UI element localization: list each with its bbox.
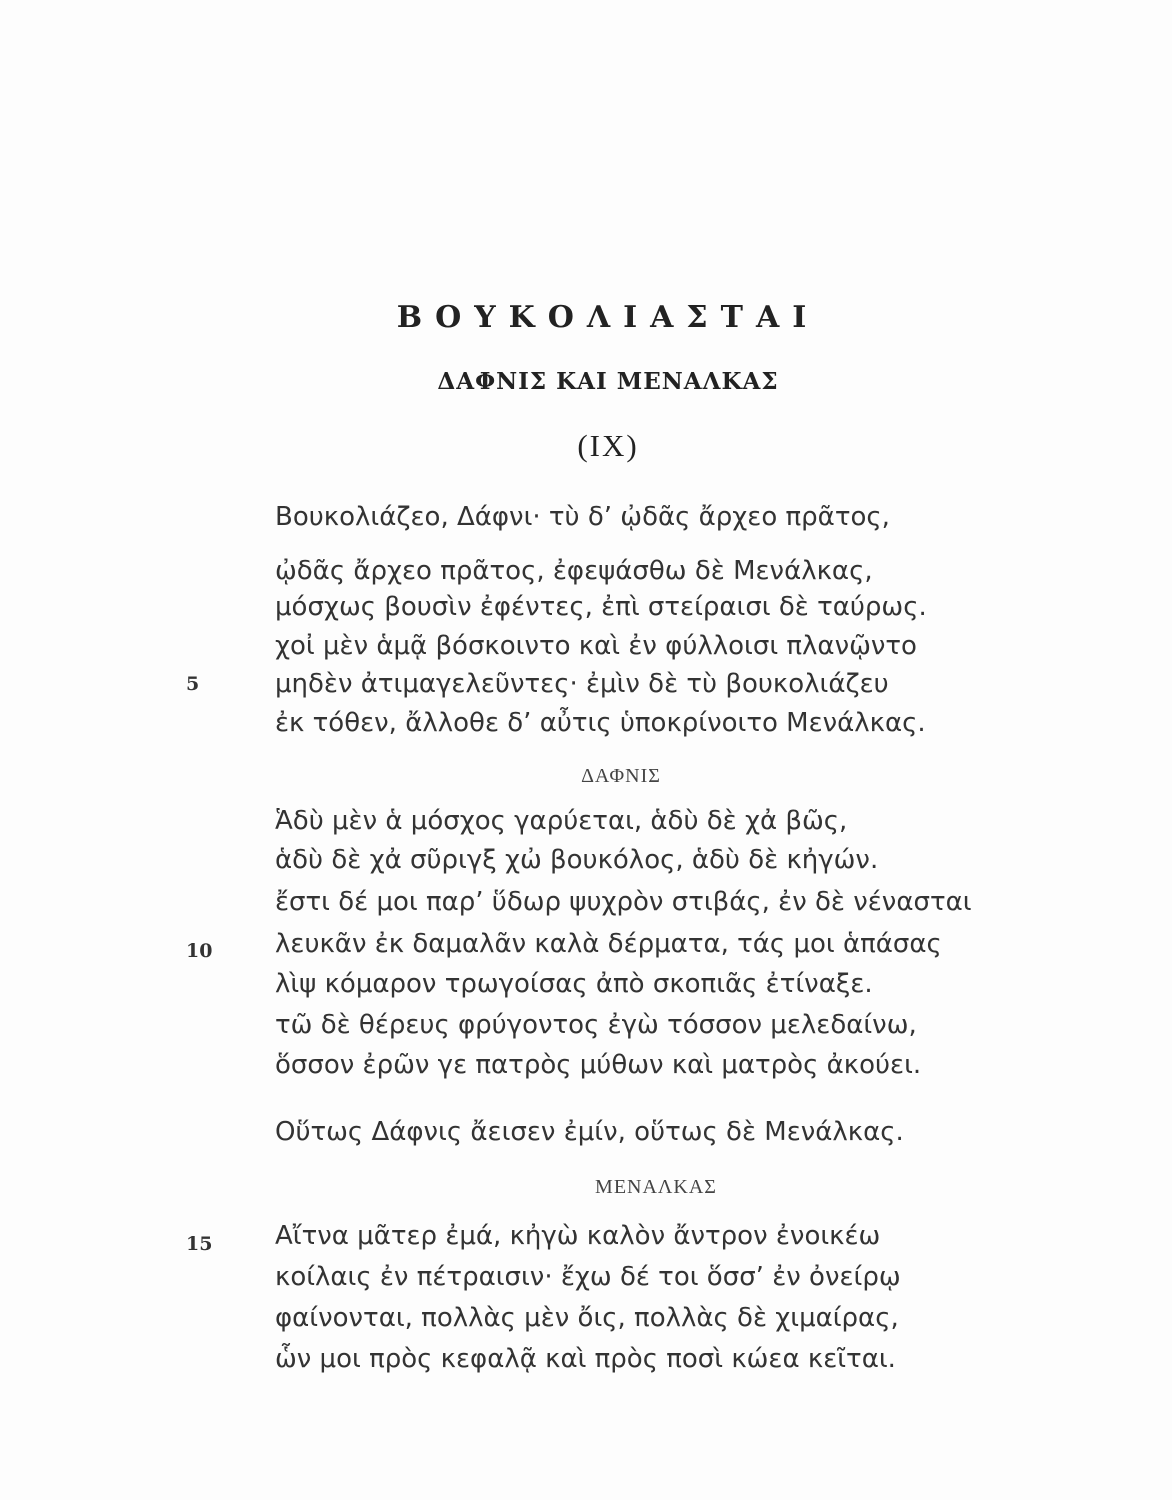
verse-line: τῶ δὲ θέρευς φρύγοντος ἐγὼ τόσσον μελεδαίνω, (275, 1010, 917, 1040)
verse-line: Αἴτνα μᾶτερ ἐμά, κἠγὼ καλὸν ἄντρον ἐνοικέω (275, 1221, 881, 1251)
verse-line: ἐκ τόθεν, ἄλλοθε δ’ αὖτις ὑποκρίνοιτο Μενάλκας. (275, 708, 926, 738)
verse-line: λευκᾶν ἐκ δαμαλᾶν καλὰ δέρματα, τάς μοι ἁπάσας (275, 929, 942, 959)
verse-line: μηδὲν ἀτιμαγελεῦντες· ἐμὶν δὲ τὺ βουκολιάζευ (275, 669, 889, 699)
verse-line: μόσχως βουσὶν ἐφέντες, ἐπὶ στείραισι δὲ ταύρως. (275, 592, 927, 622)
line-number: 15 (186, 1233, 213, 1255)
speaker-label: ΔΑΦΝΙΣ (581, 765, 661, 787)
line-number: 10 (186, 940, 213, 962)
verse-line: Βουκολιάζεο, Δάφνι· τὺ δ’ ᾠδᾶς ἄρχεο πρᾶτος, (275, 502, 890, 532)
verse-line: χοἰ μὲν ἁμᾷ βόσκοιντο καὶ ἐν φύλλοισι πλανῷντο (275, 631, 917, 661)
verse-line: λὶψ κόμαρον τρωγοίσας ἀπὸ σκοπιᾶς ἐτίναξε. (275, 969, 873, 999)
verse-line: ὧν μοι πρὸς κεφαλᾷ καὶ πρὸς ποσὶ κώεα κεῖται. (275, 1344, 896, 1374)
verse-line: κοίλαις ἐν πέτραισιν· ἔχω δέ τοι ὅσσ’ ἐν ὀνείρῳ (275, 1262, 901, 1292)
speaker-label: ΜΕΝΑΛΚΑΣ (595, 1176, 717, 1198)
poem-title: ΒΟΥΚΟΛΙΑΣΤΑΙ (396, 300, 820, 335)
verse-line: Οὕτως Δάφνις ἄεισεν ἐμίν, οὕτως δὲ Μενάλκας. (275, 1117, 904, 1147)
poem-number: (IX) (577, 428, 639, 463)
verse-line: Ἁδὺ μὲν ἁ μόσχος γαρύεται, ἁδὺ δὲ χἀ βῶς, (275, 806, 848, 836)
line-number: 5 (186, 673, 200, 695)
verse-line: φαίνονται, πολλὰς μὲν ὄις, πολλὰς δὲ χιμαίρας, (275, 1303, 899, 1333)
verse-line: ἁδὺ δὲ χἀ σῦριγξ χὠ βουκόλος, ἁδὺ δὲ κἠγών. (275, 845, 879, 875)
verse-line: ἔστι δέ μοι παρ’ ὕδωρ ψυχρὸν στιβάς, ἐν δὲ νένασται (275, 887, 972, 917)
verse-line: ᾠδᾶς ἄρχεο πρᾶτος, ἐφεψάσθω δὲ Μενάλκας, (275, 556, 873, 586)
verse-line: ὅσσον ἐρῶν γε πατρὸς μύθων καὶ ματρὸς ἀκούει. (275, 1050, 922, 1080)
poem-subtitle: ΔΑΦΝΙΣ ΚΑΙ ΜΕΝΑΛΚΑΣ (437, 368, 779, 395)
